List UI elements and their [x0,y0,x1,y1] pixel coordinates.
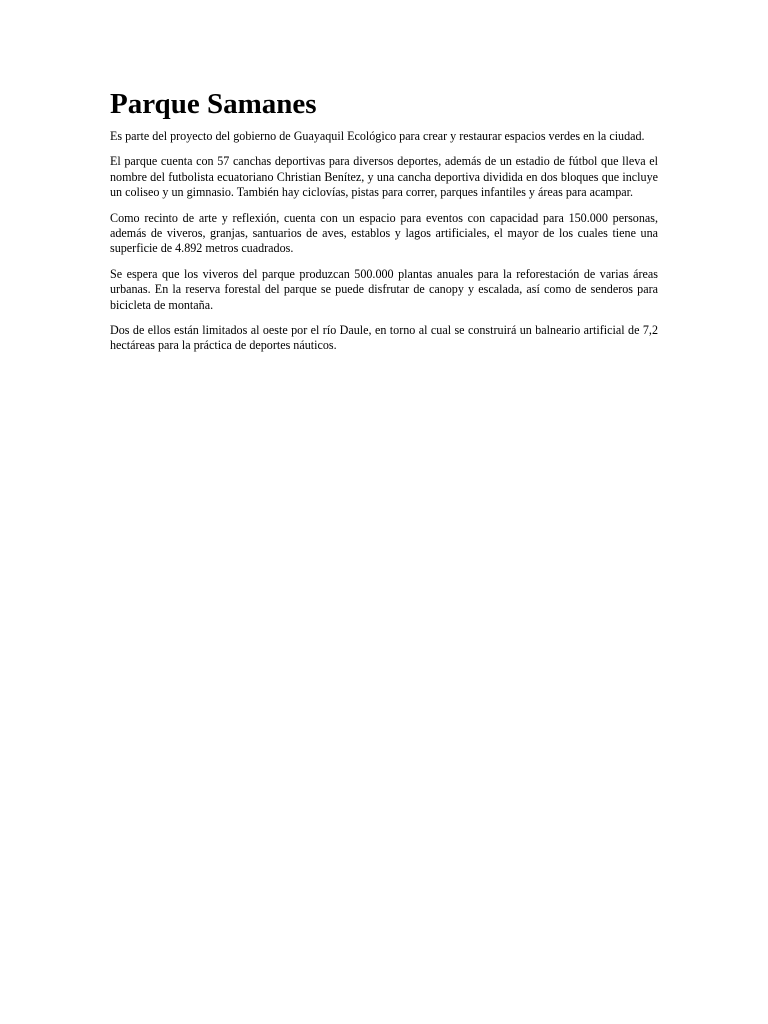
paragraph-sports: El parque cuenta con 57 canchas deportivas para diversos deportes, además de un estadio de fútbol que lleva el nombre del futbolista ecuatoriano Christian Benítez, y una cancha deportiva dividida en dos bloques que incluye un coliseo y un gimnasio. También hay ciclovías, pistas para correr, parques infantiles y áreas para acampar. [110,154,658,200]
document-title: Parque Samanes [110,88,317,120]
paragraph-nurseries: Se espera que los viveros del parque produzcan 500.000 plantas anuales para la reforestación de varias áreas urbanas. En la reserva forestal del parque se puede disfrutar de canopy y escalada, así como de senderos para bicicleta de montaña. [110,266,658,312]
paragraph-intro: Es parte del proyecto del gobierno de Guayaquil Ecológico para crear y restaurar espacios verdes en la ciudad. [110,129,645,143]
paragraph-events: Como recinto de arte y reflexión, cuenta con un espacio para eventos con capacidad para 150.000 personas, además de viveros, granjas, santuarios de aves, establos y lagos artificiales, el mayor de los cuales tiene una superficie de 4.892 metros cuadrados. [110,210,658,256]
paragraph-river: Dos de ellos están limitados al oeste por el río Daule, en torno al cual se construirá un balneario artificial de 7,2 hectáreas para la práctica de deportes náuticos. [110,323,658,353]
